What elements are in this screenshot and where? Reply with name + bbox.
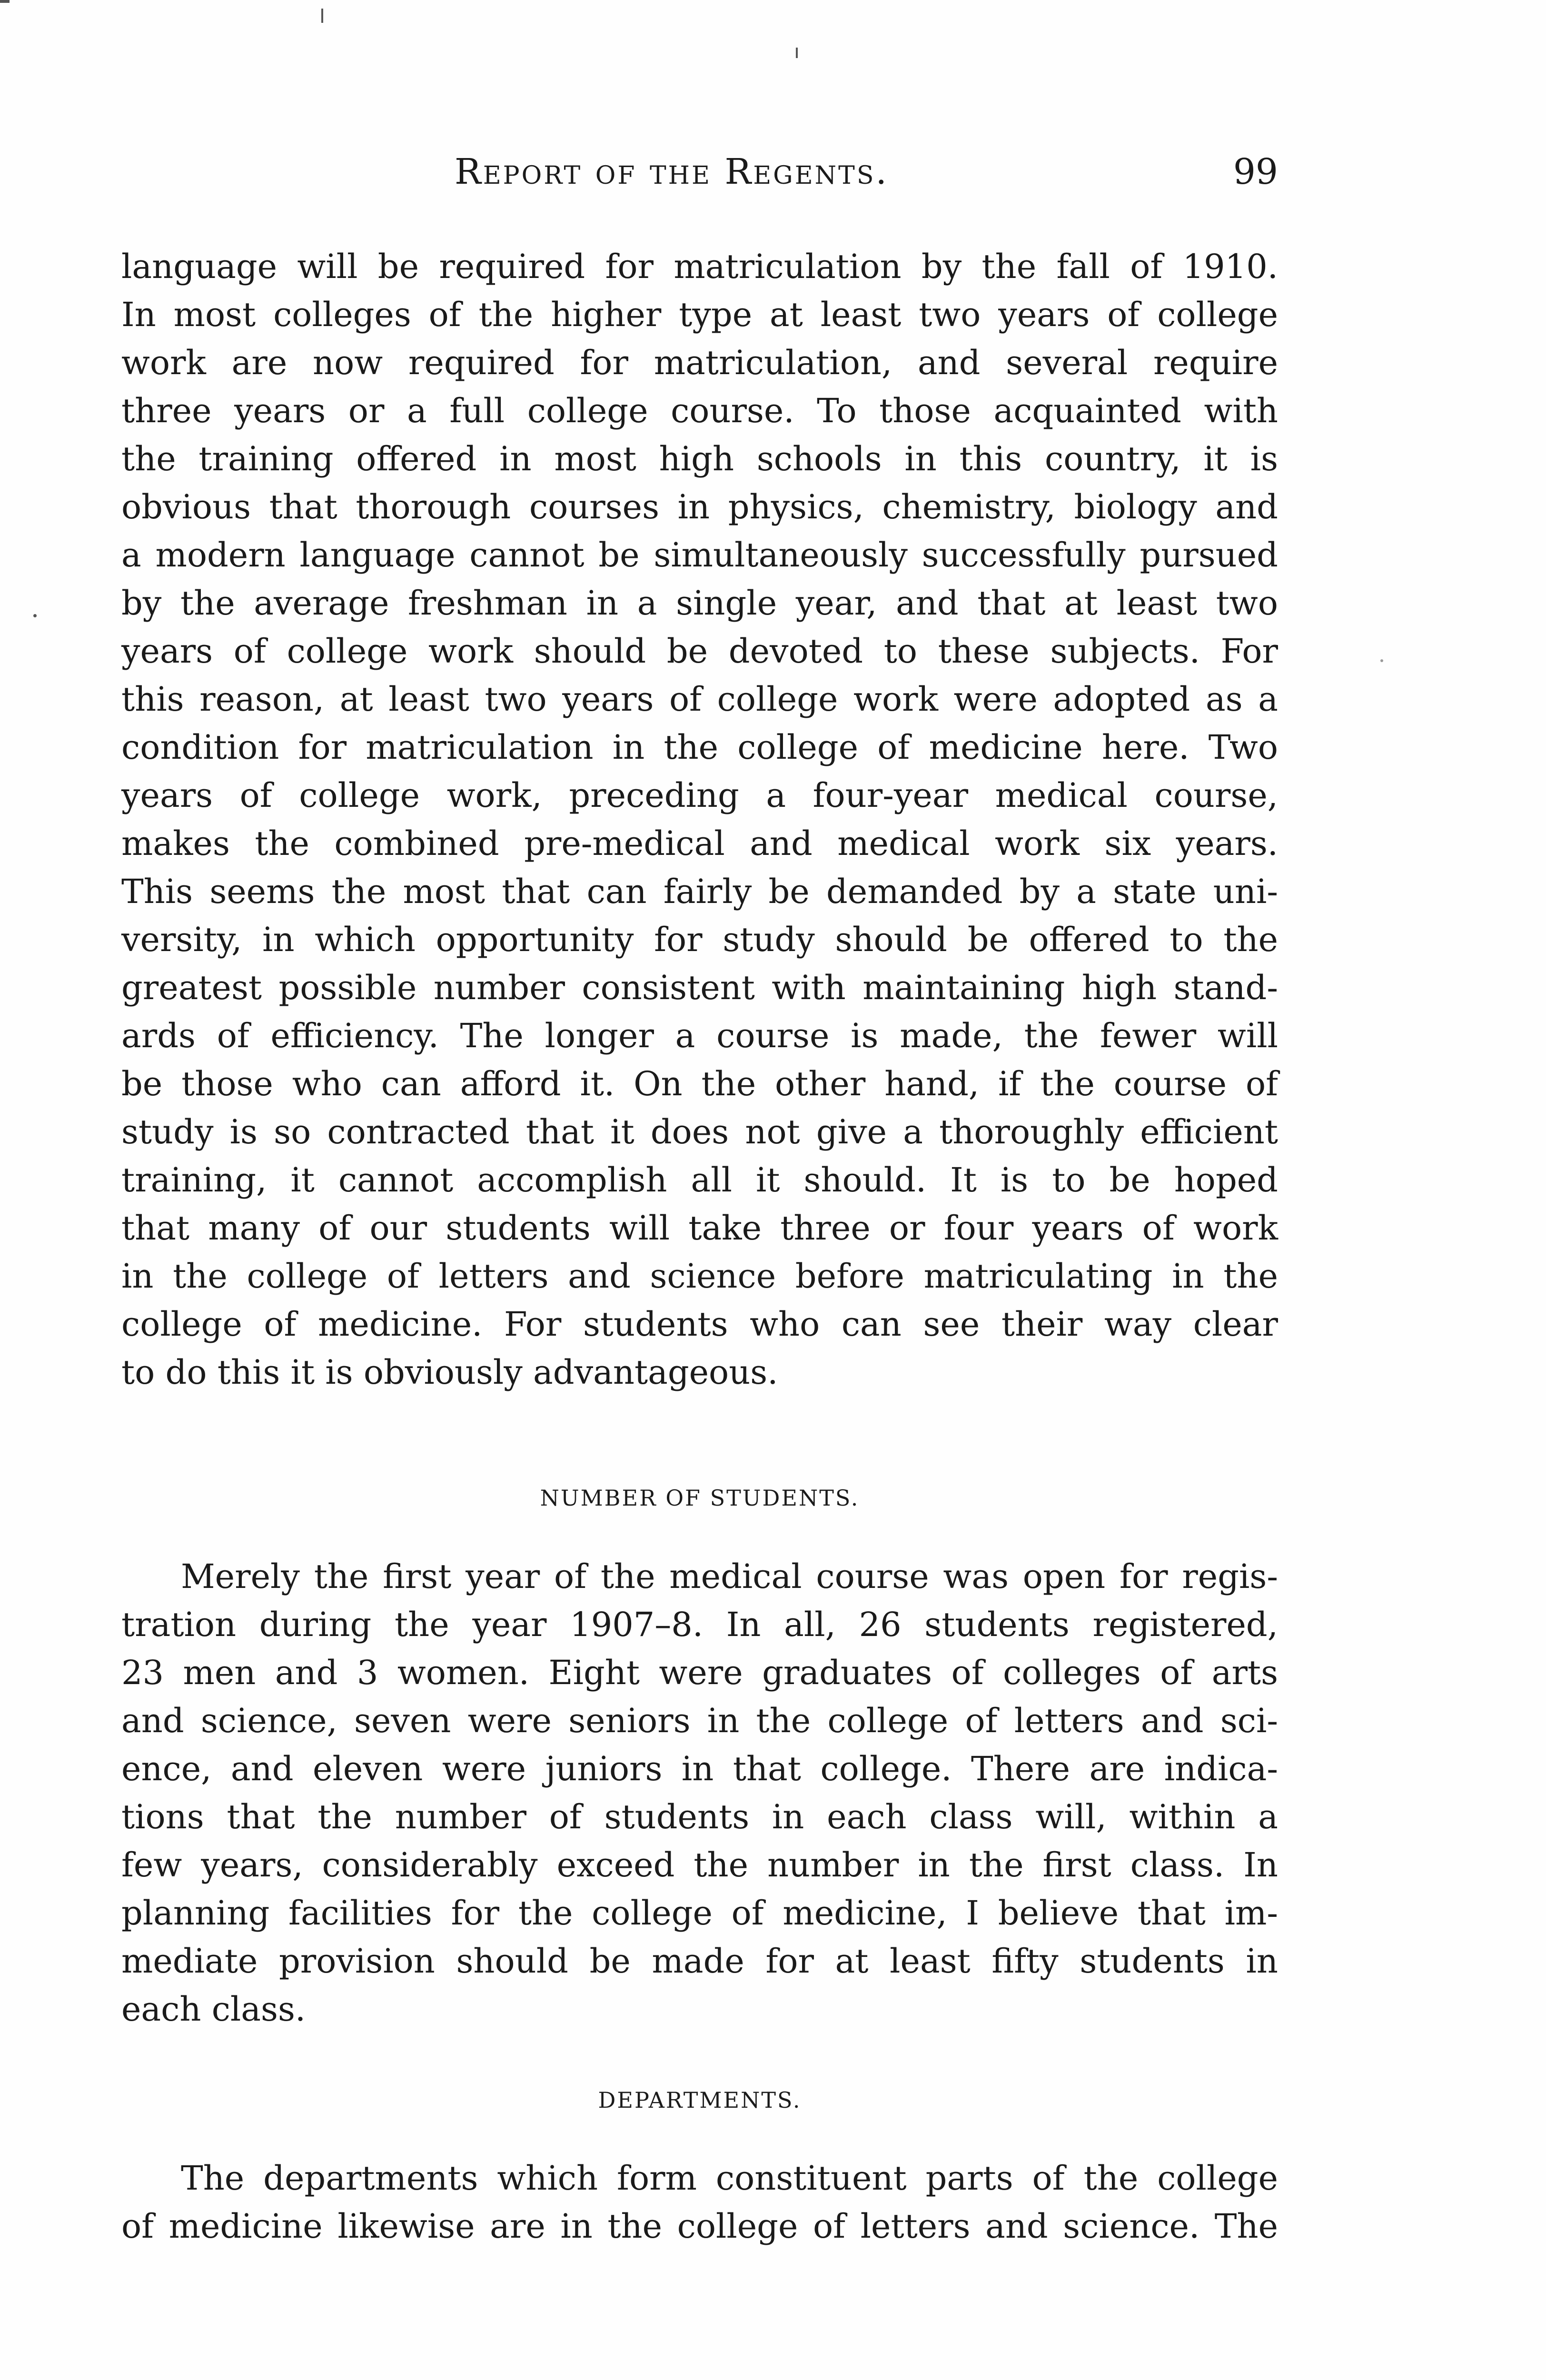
scan-artifact: [0, 0, 10, 3]
text-line: to do this it is obviously advantageous.: [121, 1353, 778, 1392]
paragraph-3: [121, 2154, 1278, 2251]
text-line: ence, and eleven were juniors in that college. There are indica-: [121, 1749, 1278, 1788]
section-heading-departments: DEPARTMENTS.: [598, 2087, 802, 2113]
text-line: years of college work, preceding a four-year medical course,: [121, 776, 1278, 815]
text-line: makes the combined pre-medical and medical work six years.: [121, 824, 1278, 863]
text-line: years of college work should be devoted to these subjects. For: [121, 632, 1278, 671]
text-line: language will be required for matriculation by the fall of 1910.: [121, 247, 1278, 286]
text-line: college of medicine. For students who can see their way clear: [121, 1305, 1278, 1344]
text-line: ards of efficiency. The longer a course is made, the fewer will: [121, 1016, 1278, 1055]
text-line: tration during the year 1907–8. In all, 26 students registered,: [121, 1605, 1278, 1644]
text-line: three years or a full college course. To those acquainted with: [121, 391, 1278, 430]
text-line: each class.: [121, 1990, 306, 2029]
page-header: [121, 151, 1278, 204]
scan-artifact: [33, 614, 37, 617]
scan-artifact: [796, 48, 798, 58]
running-head: Report of the Regents.: [455, 151, 889, 192]
text-line: obvious that thorough courses in physics, chemistry, biology and: [121, 487, 1278, 526]
text-line: condition for matriculation in the college of medicine here. Two: [121, 728, 1278, 767]
text-line: study is so contracted that it does not give a thoroughly efficient: [121, 1112, 1278, 1151]
text-line: Merely the first year of the medical course was open for regis-: [181, 1557, 1278, 1596]
text-line: greatest possible number consistent with maintaining high stand-: [121, 968, 1278, 1007]
text-line: in the college of letters and science before matriculating in the: [121, 1257, 1278, 1296]
text-line: this reason, at least two years of college work were adopted as a: [121, 680, 1278, 719]
paragraph-2: [121, 1553, 1278, 2033]
text-line: The departments which form constituent parts of the college: [181, 2159, 1278, 2198]
section-heading-number-of-students: NUMBER OF STUDENTS.: [540, 1485, 860, 1511]
text-line: by the average freshman in a single year, and that at least two: [121, 584, 1278, 623]
text-line: training, it cannot accomplish all it should. It is to be hoped: [121, 1160, 1278, 1200]
text-line: tions that the number of students in each class will, within a: [121, 1797, 1278, 1836]
text-line: work are now required for matriculation, and several require: [121, 343, 1278, 382]
text-line: a modern language cannot be simultaneously successfully pursued: [121, 536, 1278, 575]
text-line: versity, in which opportunity for study should be offered to the: [121, 920, 1278, 959]
text-line: This seems the most that can fairly be demanded by a state uni-: [121, 872, 1278, 911]
text-line: In most colleges of the higher type at least two years of college: [121, 295, 1278, 334]
text-line: that many of our students will take three or four years of work: [121, 1209, 1278, 1248]
text-line: the training offered in most high schools in this country, it is: [121, 439, 1278, 478]
scan-artifact: [321, 9, 323, 23]
text-line: planning facilities for the college of medicine, I believe that im-: [121, 1894, 1278, 1933]
scan-artifact: [1380, 659, 1383, 662]
paragraph-1: [121, 243, 1278, 1397]
text-line: be those who can afford it. On the other hand, if the course of: [121, 1064, 1278, 1103]
text-line: mediate provision should be made for at least fifty students in: [121, 1942, 1278, 1981]
text-line: and science, seven were seniors in the college of letters and sci-: [121, 1701, 1278, 1740]
text-line: 23 men and 3 women. Eight were graduates of colleges of arts: [121, 1653, 1278, 1692]
page-number: 99: [1233, 151, 1278, 192]
text-line: few years, considerably exceed the number in the first class. In: [121, 1845, 1278, 1884]
text-line: of medicine likewise are in the college of letters and science. The: [121, 2207, 1278, 2246]
